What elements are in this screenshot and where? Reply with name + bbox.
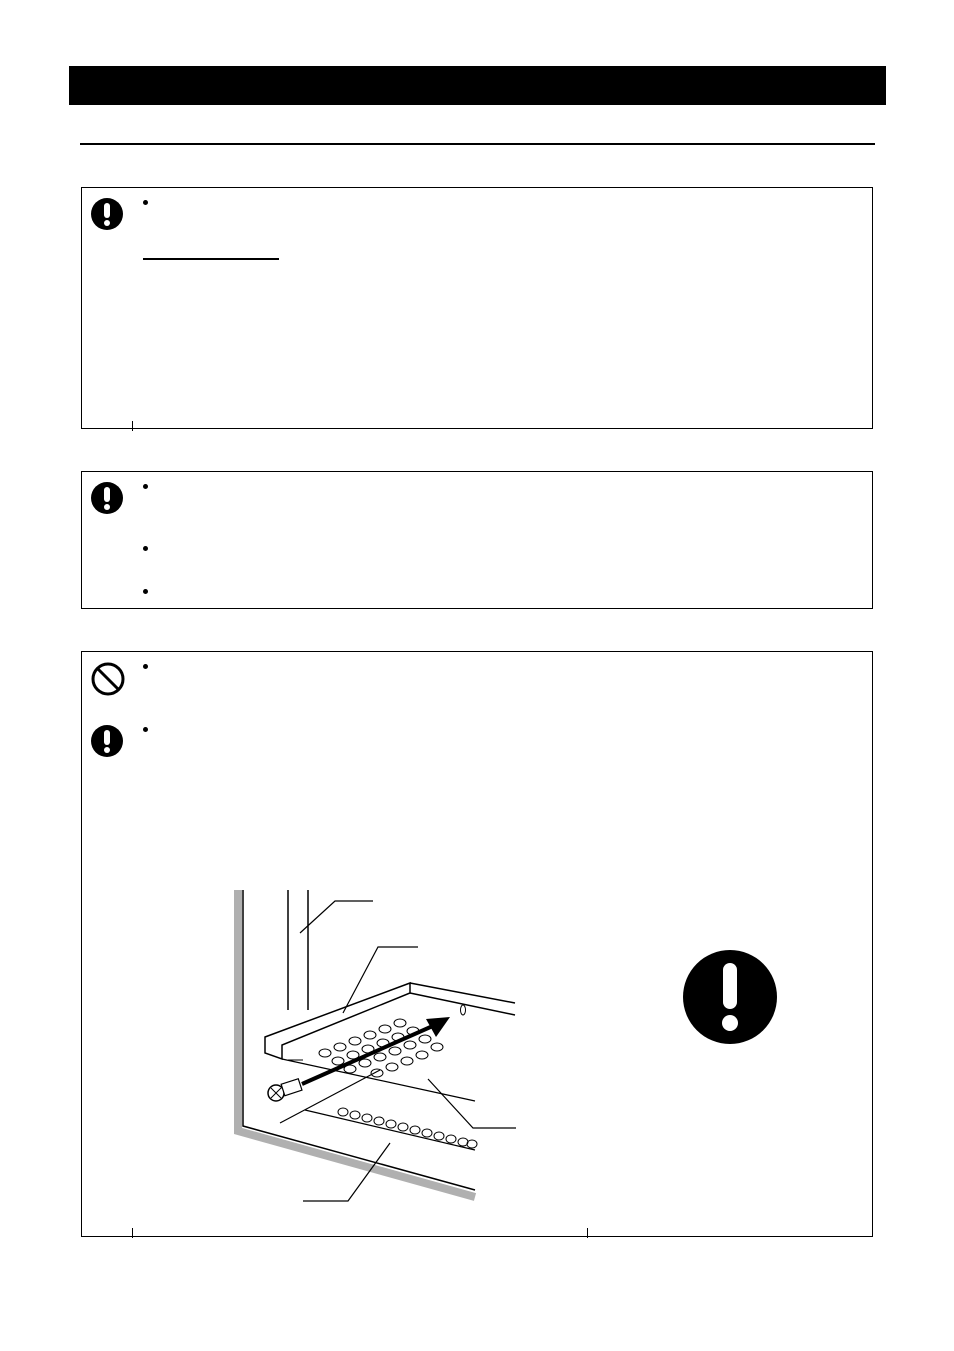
bullet xyxy=(143,664,148,669)
caution-box-1 xyxy=(81,187,873,429)
bullet xyxy=(143,200,148,205)
mandatory-exclamation-icon xyxy=(90,481,124,515)
underline xyxy=(143,258,279,260)
large-mandatory-exclamation-icon xyxy=(682,949,778,1045)
prohibited-icon xyxy=(90,661,126,697)
header-bar xyxy=(69,66,886,105)
tick xyxy=(132,1228,133,1238)
bullet xyxy=(143,589,148,594)
bullet xyxy=(143,484,148,489)
installation-illustration xyxy=(230,885,530,1205)
bullet xyxy=(143,546,148,551)
tick xyxy=(132,421,133,431)
bullet xyxy=(143,727,148,732)
caution-box-2 xyxy=(81,471,873,609)
tick xyxy=(587,1228,588,1238)
mandatory-exclamation-icon xyxy=(90,197,124,231)
section-rule xyxy=(80,143,875,145)
mandatory-exclamation-icon xyxy=(90,724,124,758)
